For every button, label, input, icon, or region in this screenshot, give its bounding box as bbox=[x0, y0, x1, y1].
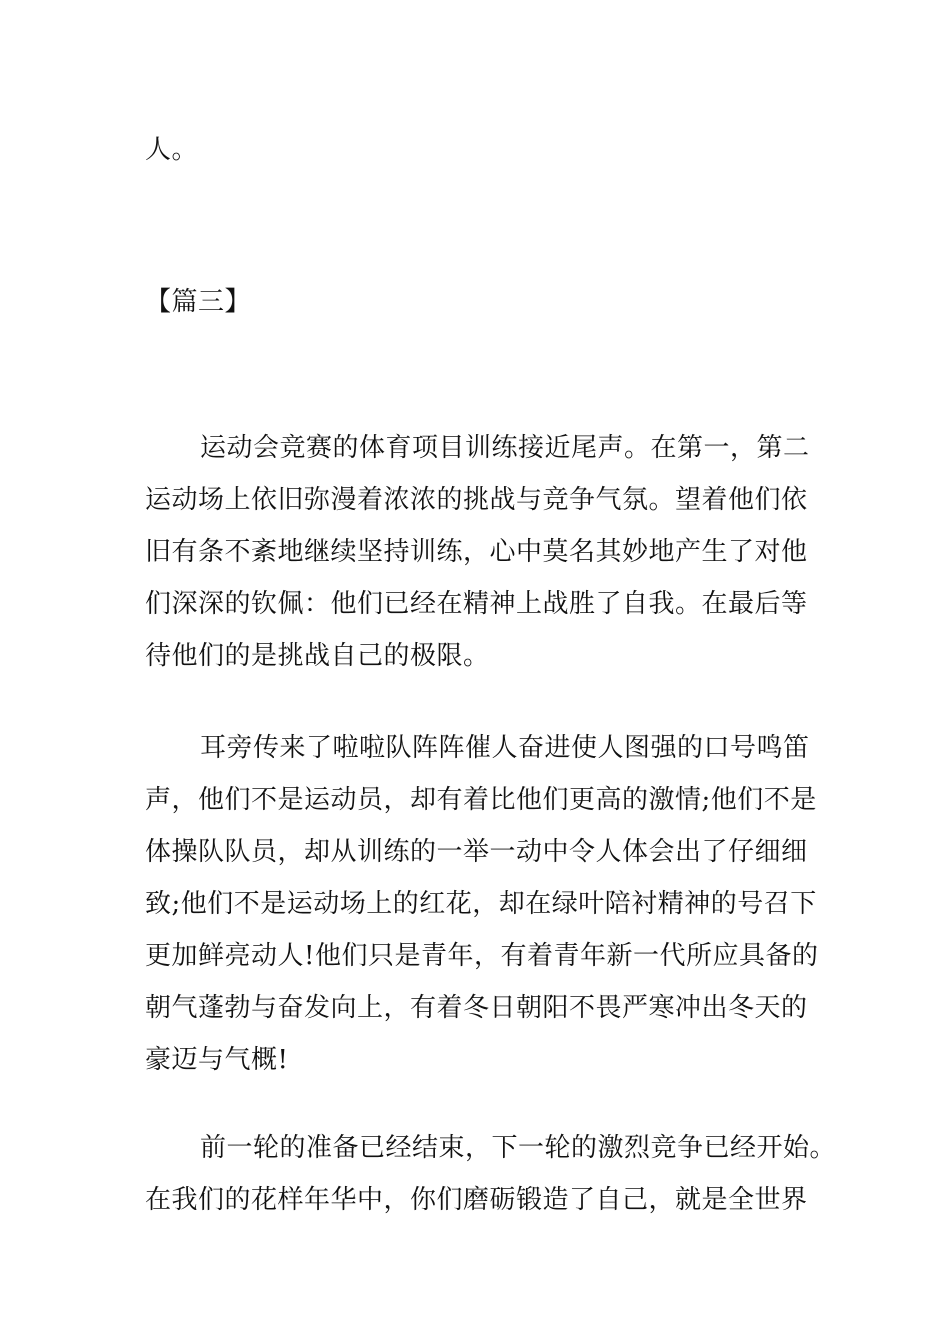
paragraph-line: 运动会竞赛的体育项目训练接近尾声。在第一，第二 bbox=[200, 433, 810, 463]
paragraph-line: 声，他们不是运动员，却有着比他们更高的激情;他们不是 bbox=[145, 785, 817, 815]
paragraph-line: 旧有条不紊地继续坚持训练，心中莫名其妙地产生了对他 bbox=[145, 537, 808, 567]
paragraph-line: 朝气蓬勃与奋发向上，有着冬日朝阳不畏严寒冲出冬天的 bbox=[145, 993, 808, 1023]
paragraph-line: 运动场上依旧弥漫着浓浓的挑战与竞争气氛。望着他们依 bbox=[145, 485, 808, 515]
paragraph-line: 待他们的是挑战自己的极限。 bbox=[145, 641, 490, 671]
paragraph-line: 豪迈与气概! bbox=[145, 1045, 289, 1075]
paragraph-line: 前一轮的准备已经结束，下一轮的激烈竞争已经开始。 bbox=[200, 1133, 837, 1163]
paragraph-line: 更加鲜亮动人!他们只是青年，有着青年新一代所应具备的 bbox=[145, 941, 819, 971]
section-heading: 【篇三】 bbox=[145, 287, 252, 317]
paragraph-line: 们深深的钦佩：他们已经在精神上战胜了自我。在最后等 bbox=[145, 589, 808, 619]
paragraph-line: 耳旁传来了啦啦队阵阵催人奋进使人图强的口号鸣笛 bbox=[200, 733, 810, 763]
paragraph-line: 在我们的花样年华中，你们磨砺锻造了自己，就是全世界 bbox=[145, 1185, 808, 1215]
paragraph-line: 体操队队员，却从训练的一举一动中令人体会出了仔细细 bbox=[145, 837, 808, 867]
paragraph-line: 致;他们不是运动场上的红花，却在绿叶陪衬精神的号召下 bbox=[145, 889, 817, 919]
top-fragment: 人。 bbox=[145, 135, 199, 165]
